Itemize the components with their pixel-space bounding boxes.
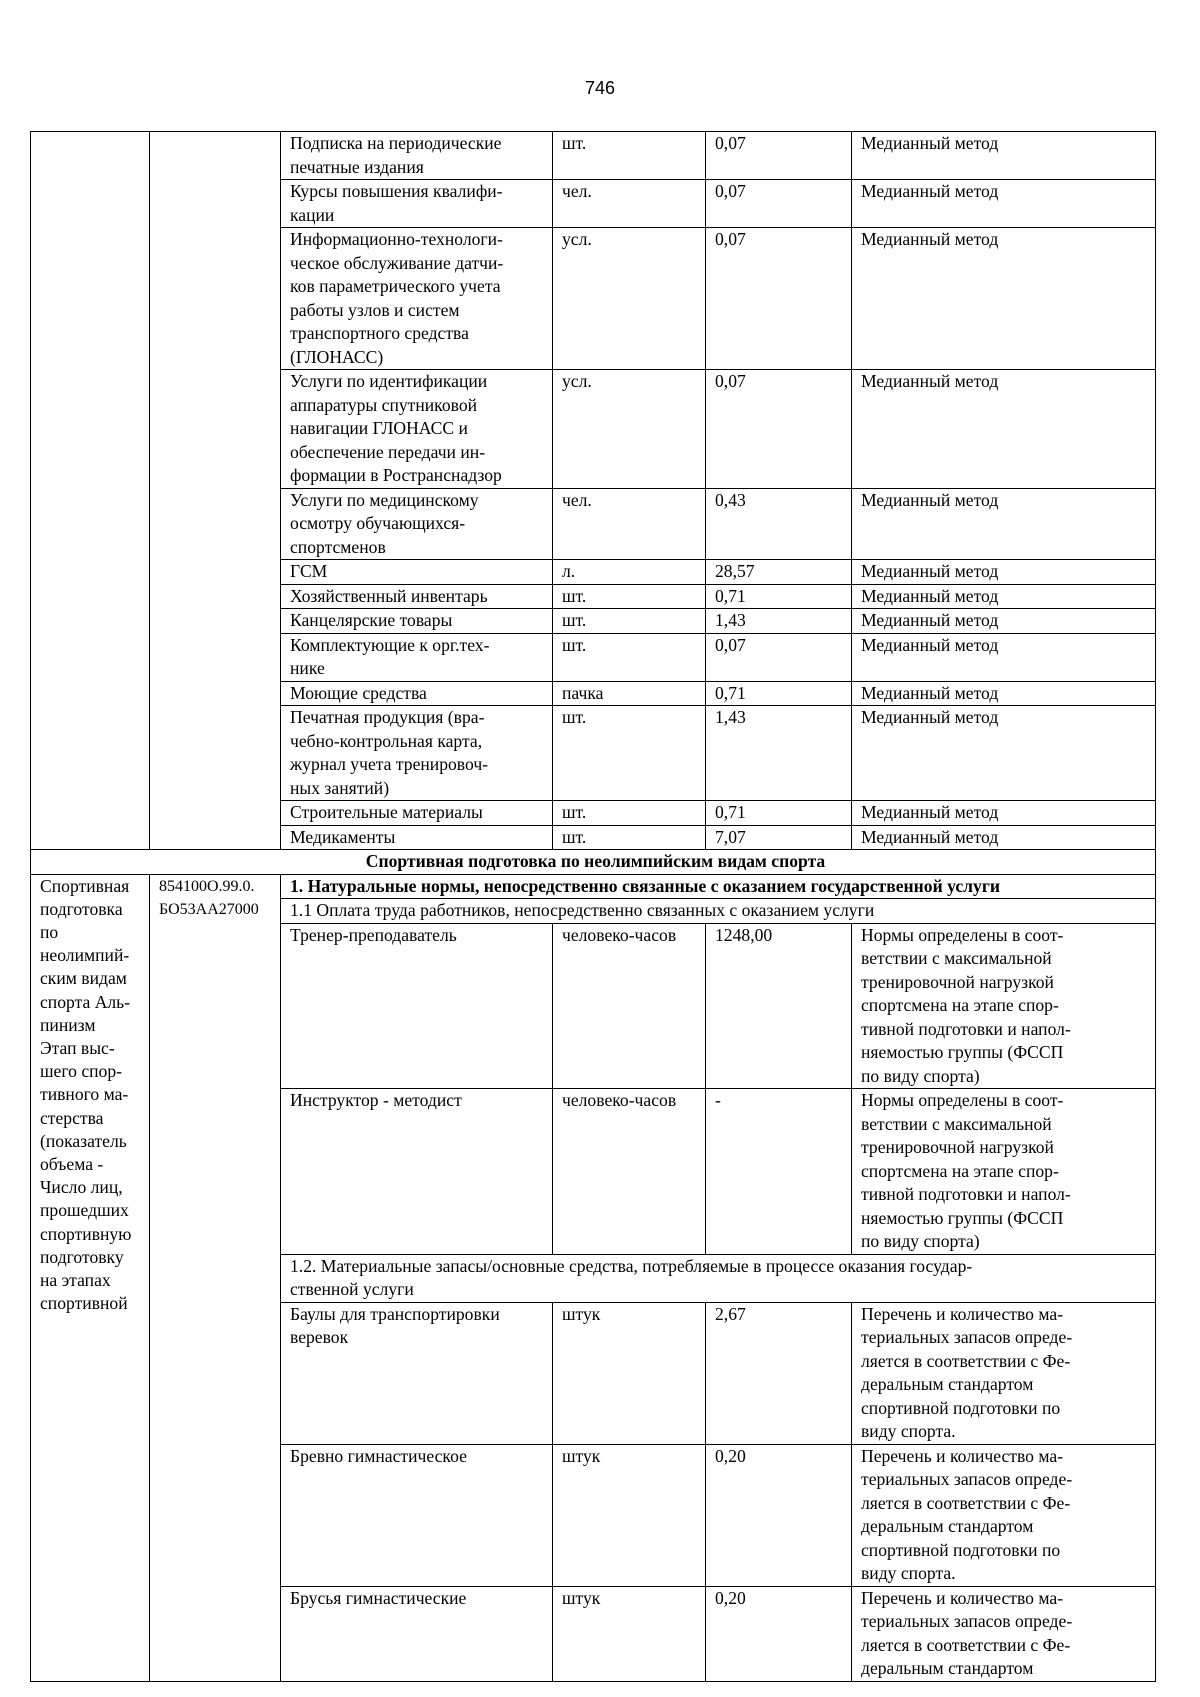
heading-labor bbox=[281, 899, 1156, 924]
method-cell bbox=[852, 584, 1156, 609]
unit-cell bbox=[553, 132, 706, 180]
value-cell bbox=[706, 1444, 852, 1586]
text-line: Число лиц, bbox=[40, 1177, 123, 1198]
text-line: Канцелярские товары bbox=[290, 610, 453, 630]
item-name-cell bbox=[281, 1302, 553, 1444]
heading-natural bbox=[281, 874, 1156, 899]
cell-text: 1,43 bbox=[715, 707, 746, 727]
text-line: Спортивная bbox=[40, 875, 130, 896]
text-line: Баулы для транспортировки bbox=[290, 1303, 500, 1324]
text-line: Этап выс- bbox=[40, 1037, 115, 1058]
value-cell bbox=[706, 180, 852, 228]
text-line: Перечень и количество ма- bbox=[861, 1587, 1064, 1608]
item-name-cell bbox=[281, 923, 553, 1089]
method-cell bbox=[852, 706, 1156, 801]
item-name-cell bbox=[281, 228, 553, 370]
text-line: ляется в соответствии с Фе- bbox=[861, 1350, 1071, 1371]
cell-text: 7,07 bbox=[715, 826, 746, 847]
text-line: ским видам bbox=[40, 968, 127, 989]
text-line: ков параметрического учета bbox=[290, 276, 501, 296]
cell-text: Медианный метод bbox=[861, 229, 999, 249]
text-line: подготовка bbox=[40, 898, 123, 919]
text-line: спортсмена на этапе спор- bbox=[861, 995, 1059, 1015]
text-line: виду спорта. bbox=[861, 1563, 956, 1583]
cell-text: штук bbox=[562, 1445, 601, 1466]
text-line: Подписка на периодические bbox=[290, 133, 502, 153]
text-line: работы узлов и систем bbox=[290, 299, 460, 320]
text-line: обеспечение передачи ин- bbox=[290, 441, 486, 462]
text-line: по виду спорта) bbox=[861, 1065, 980, 1086]
heading-materials bbox=[281, 1254, 1156, 1302]
value-cell bbox=[706, 1586, 852, 1681]
unit-cell bbox=[553, 1089, 706, 1255]
text-line: ГСМ bbox=[290, 561, 328, 581]
text-line: ляется в соответствии с Фе- bbox=[861, 1492, 1071, 1513]
empty-description-cell bbox=[31, 132, 150, 850]
cell-text: Медианный метод bbox=[861, 133, 999, 153]
cell-text: Медианный метод bbox=[861, 682, 999, 703]
cell-text: 0,71 bbox=[715, 682, 746, 703]
cell-text: штук bbox=[562, 1587, 601, 1608]
cell-text: 1248,00 bbox=[715, 924, 773, 945]
cell-text: Инструктор - методист bbox=[290, 1090, 462, 1110]
text-line: (показатель bbox=[40, 1130, 127, 1151]
method-cell bbox=[852, 180, 1156, 228]
cell-text: усл. bbox=[562, 371, 592, 391]
text-line: спортивной подготовки по bbox=[861, 1539, 1061, 1560]
text-line: кации bbox=[290, 204, 335, 225]
page-number: 746 bbox=[584, 78, 616, 98]
unit-cell bbox=[553, 228, 706, 370]
item-name-cell bbox=[281, 1444, 553, 1586]
text-line: журнал учета тренировоч- bbox=[290, 754, 489, 774]
item-name-cell bbox=[281, 706, 553, 801]
method-cell bbox=[852, 633, 1156, 681]
table-row bbox=[31, 132, 1156, 180]
text-line: тивной подготовки и напол- bbox=[861, 1018, 1071, 1039]
cell-text: человеко-часов bbox=[562, 1090, 677, 1110]
cell-text: шт. bbox=[562, 133, 587, 153]
text-line: деральным стандартом bbox=[861, 1516, 1034, 1536]
text-line: териальных запасов опреде- bbox=[861, 1611, 1073, 1631]
note-cell bbox=[852, 1089, 1156, 1255]
text-line: на этапах bbox=[40, 1269, 111, 1290]
text-line: ных занятий) bbox=[290, 777, 390, 798]
cell-text: чел. bbox=[562, 489, 592, 510]
cell-text: 0,71 bbox=[715, 802, 746, 822]
cell-text: Медианный метод bbox=[861, 585, 999, 606]
cell-text: 0,07 bbox=[715, 133, 746, 153]
text-line: Нормы определены в соот- bbox=[861, 924, 1064, 945]
text-line: Медикаменты bbox=[290, 826, 396, 847]
value-cell bbox=[706, 825, 852, 850]
cell-text: Медианный метод bbox=[861, 371, 999, 391]
table-row bbox=[31, 874, 1156, 899]
text-line: спортивной подготовки по bbox=[861, 1397, 1061, 1418]
cell-text: 1,43 bbox=[715, 610, 746, 630]
unit-cell bbox=[553, 1444, 706, 1586]
text-line: ветствии с максимальной bbox=[861, 1113, 1052, 1134]
text-line: формации в Ространснадзор bbox=[290, 465, 502, 485]
cell-text: человеко-часов bbox=[562, 924, 677, 945]
value-cell bbox=[706, 560, 852, 585]
value-cell bbox=[706, 609, 852, 634]
text-line: Услуги по идентификации bbox=[290, 371, 488, 391]
cell-text: шт. bbox=[562, 634, 587, 655]
text-line: нике bbox=[290, 658, 325, 678]
value-cell bbox=[706, 801, 852, 826]
value-cell bbox=[706, 681, 852, 706]
text-line: тивной подготовки и напол- bbox=[861, 1184, 1071, 1204]
value-cell bbox=[706, 923, 852, 1089]
text-line: ственной услуги bbox=[290, 1279, 414, 1299]
text-line: ляется в соответствии с Фе- bbox=[861, 1634, 1071, 1655]
text-line: Хозяйственный инвентарь bbox=[290, 585, 488, 606]
cell-text: усл. bbox=[562, 229, 592, 249]
text-line: деральным стандартом bbox=[861, 1374, 1034, 1394]
cell-text: штук bbox=[562, 1303, 601, 1324]
value-cell bbox=[706, 1089, 852, 1255]
text-line: спорта Аль- bbox=[40, 991, 131, 1012]
note-cell bbox=[852, 1586, 1156, 1681]
cell-text: Медианный метод bbox=[861, 610, 999, 630]
text-line: Печатная продукция (вра- bbox=[290, 707, 485, 727]
unit-cell bbox=[553, 633, 706, 681]
cell-text: Медианный метод bbox=[861, 802, 999, 822]
service-code bbox=[150, 874, 281, 1681]
cell-text: Медианный метод bbox=[861, 181, 999, 201]
cell-text: пачка bbox=[562, 682, 604, 703]
item-name-cell bbox=[281, 488, 553, 560]
cell-text: 0,07 bbox=[715, 229, 746, 249]
method-cell bbox=[852, 228, 1156, 370]
unit-cell bbox=[553, 488, 706, 560]
item-name-cell bbox=[281, 801, 553, 826]
unit-cell bbox=[553, 923, 706, 1089]
item-name-cell bbox=[281, 609, 553, 634]
cell-text: 0,07 bbox=[715, 181, 746, 201]
text-line: тивного ма- bbox=[40, 1084, 129, 1105]
text-line: пинизм bbox=[40, 1014, 96, 1035]
cell-text: Спортивная подготовка по неолимпийским видам спорта bbox=[365, 851, 826, 871]
cell-text: Тренер-преподаватель bbox=[290, 924, 457, 945]
method-cell bbox=[852, 132, 1156, 180]
text-line: спортсменов bbox=[290, 536, 386, 557]
item-name-cell bbox=[281, 681, 553, 706]
text-line: чебно-контрольная карта, bbox=[290, 730, 483, 751]
text-line: Курсы повышения квалифи- bbox=[290, 181, 503, 201]
cell-text: Медианный метод bbox=[861, 561, 999, 581]
text-line: шего спор- bbox=[40, 1061, 123, 1082]
text-line: няемостью группы (ФССП bbox=[861, 1042, 1064, 1062]
cell-text: 0,71 bbox=[715, 585, 746, 606]
text-line: тренировочной нагрузкой bbox=[861, 971, 1054, 992]
cell-text: шт. bbox=[562, 707, 587, 727]
text-line: ветствии с максимальной bbox=[861, 948, 1052, 968]
method-cell bbox=[852, 681, 1156, 706]
cell-text: Медианный метод bbox=[861, 826, 999, 847]
cell-text: 0,43 bbox=[715, 489, 746, 510]
text-line: подготовку bbox=[40, 1246, 124, 1267]
cell-text: чел. bbox=[562, 181, 592, 201]
text-line: спортивную bbox=[40, 1223, 132, 1244]
method-cell bbox=[852, 560, 1156, 585]
text-line: по виду спорта) bbox=[861, 1231, 980, 1251]
item-name-cell bbox=[281, 560, 553, 585]
text-line: (ГЛОНАСС) bbox=[290, 346, 384, 367]
text-line: Брусья гимнастические bbox=[290, 1587, 467, 1608]
item-name-cell bbox=[281, 132, 553, 180]
text-line: веревок bbox=[290, 1327, 349, 1347]
cost-norms-table bbox=[30, 131, 1156, 1682]
unit-cell bbox=[553, 560, 706, 585]
text-line: виду спорта. bbox=[861, 1421, 956, 1441]
text-line: ческое обслуживание датчи- bbox=[290, 252, 504, 273]
method-cell bbox=[852, 370, 1156, 489]
text-line: Бревно гимнастическое bbox=[290, 1445, 467, 1466]
text-line: Услуги по медицинскому bbox=[290, 489, 479, 510]
value-cell bbox=[706, 488, 852, 560]
cell-text: Медианный метод bbox=[861, 634, 999, 655]
text-line: 854100О.99.0. bbox=[159, 877, 255, 895]
unit-cell bbox=[553, 370, 706, 489]
value-cell bbox=[706, 584, 852, 609]
text-line: объема - bbox=[40, 1153, 104, 1174]
text-line: Информационно-технологи- bbox=[290, 229, 503, 249]
item-name-cell bbox=[281, 584, 553, 609]
text-line: тренировочной нагрузкой bbox=[861, 1137, 1054, 1157]
cell-text: 0,20 bbox=[715, 1445, 746, 1466]
cell-text: 0,20 bbox=[715, 1587, 746, 1608]
text-line: транспортного средства bbox=[290, 323, 469, 343]
cell-text: шт. bbox=[562, 585, 587, 606]
unit-cell bbox=[553, 180, 706, 228]
item-name-cell bbox=[281, 1586, 553, 1681]
item-name-cell bbox=[281, 633, 553, 681]
text-line: 1.2. Материальные запасы/основные средства, потребляемые в процессе оказания государ- bbox=[290, 1255, 973, 1276]
cell-text: 2,67 bbox=[715, 1303, 746, 1324]
unit-cell bbox=[553, 609, 706, 634]
text-line: неолимпий- bbox=[40, 945, 130, 966]
cell-text: - bbox=[715, 1090, 721, 1110]
section-title bbox=[31, 850, 1156, 875]
value-cell bbox=[706, 1302, 852, 1444]
unit-cell bbox=[553, 825, 706, 850]
text-line: спортсмена на этапе спор- bbox=[861, 1160, 1059, 1181]
text-line: БО53АА27000 bbox=[159, 901, 259, 918]
cell-text: шт. bbox=[562, 826, 587, 847]
text-line: Комплектующие к орг.тех- bbox=[290, 634, 490, 655]
text-line: Нормы определены в соот- bbox=[861, 1090, 1064, 1110]
item-name-cell bbox=[281, 1089, 553, 1255]
value-cell bbox=[706, 132, 852, 180]
text-line: деральным стандартом bbox=[861, 1658, 1034, 1678]
text-line: стерства bbox=[40, 1107, 104, 1128]
cell-text: 28,57 bbox=[715, 561, 755, 581]
cell-text: 1. Натуральные нормы, непосредственно связанные с оказанием государственной услуги bbox=[290, 875, 1000, 896]
value-cell bbox=[706, 706, 852, 801]
cell-text: шт. bbox=[562, 610, 587, 630]
cell-text: Медианный метод bbox=[861, 489, 999, 510]
value-cell bbox=[706, 228, 852, 370]
method-cell bbox=[852, 609, 1156, 634]
text-line: спортивной bbox=[40, 1293, 128, 1314]
section-title-row bbox=[31, 850, 1156, 875]
cell-text: 0,07 bbox=[715, 371, 746, 391]
text-line: по bbox=[40, 921, 59, 942]
unit-cell bbox=[553, 681, 706, 706]
method-cell bbox=[852, 801, 1156, 826]
item-name-cell bbox=[281, 370, 553, 489]
text-line: навигации ГЛОНАСС и bbox=[290, 418, 468, 438]
value-cell bbox=[706, 370, 852, 489]
text-line: Моющие средства bbox=[290, 682, 427, 703]
note-cell bbox=[852, 1302, 1156, 1444]
unit-cell bbox=[553, 1586, 706, 1681]
unit-cell bbox=[553, 1302, 706, 1444]
service-description bbox=[31, 874, 150, 1681]
text-line: печатные издания bbox=[290, 156, 424, 177]
note-cell bbox=[852, 923, 1156, 1089]
text-line: аппаратуры спутниковой bbox=[290, 394, 478, 415]
cell-text: 0,07 bbox=[715, 634, 746, 655]
unit-cell bbox=[553, 706, 706, 801]
method-cell bbox=[852, 488, 1156, 560]
cell-text: Медианный метод bbox=[861, 707, 999, 727]
text-line: Перечень и количество ма- bbox=[861, 1445, 1064, 1466]
empty-code-cell bbox=[150, 132, 281, 850]
cell-text: 1.1 Оплата труда работников, непосредственно связанных с оказанием услуги bbox=[290, 900, 875, 920]
text-line: осмотру обучающихся- bbox=[290, 513, 466, 533]
unit-cell bbox=[553, 801, 706, 826]
item-name-cell bbox=[281, 825, 553, 850]
method-cell bbox=[852, 825, 1156, 850]
value-cell bbox=[706, 633, 852, 681]
cell-text: л. bbox=[562, 561, 576, 581]
text-line: териальных запасов опреде- bbox=[861, 1469, 1073, 1489]
text-line: териальных запасов опреде- bbox=[861, 1327, 1073, 1347]
text-line: Перечень и количество ма- bbox=[861, 1303, 1064, 1324]
item-name-cell bbox=[281, 180, 553, 228]
unit-cell bbox=[553, 584, 706, 609]
text-line: няемостью группы (ФССП bbox=[861, 1207, 1064, 1228]
note-cell bbox=[852, 1444, 1156, 1586]
text-line: Строительные материалы bbox=[290, 802, 483, 822]
cell-text: шт. bbox=[562, 802, 587, 822]
text-line: прошедших bbox=[40, 1200, 129, 1221]
